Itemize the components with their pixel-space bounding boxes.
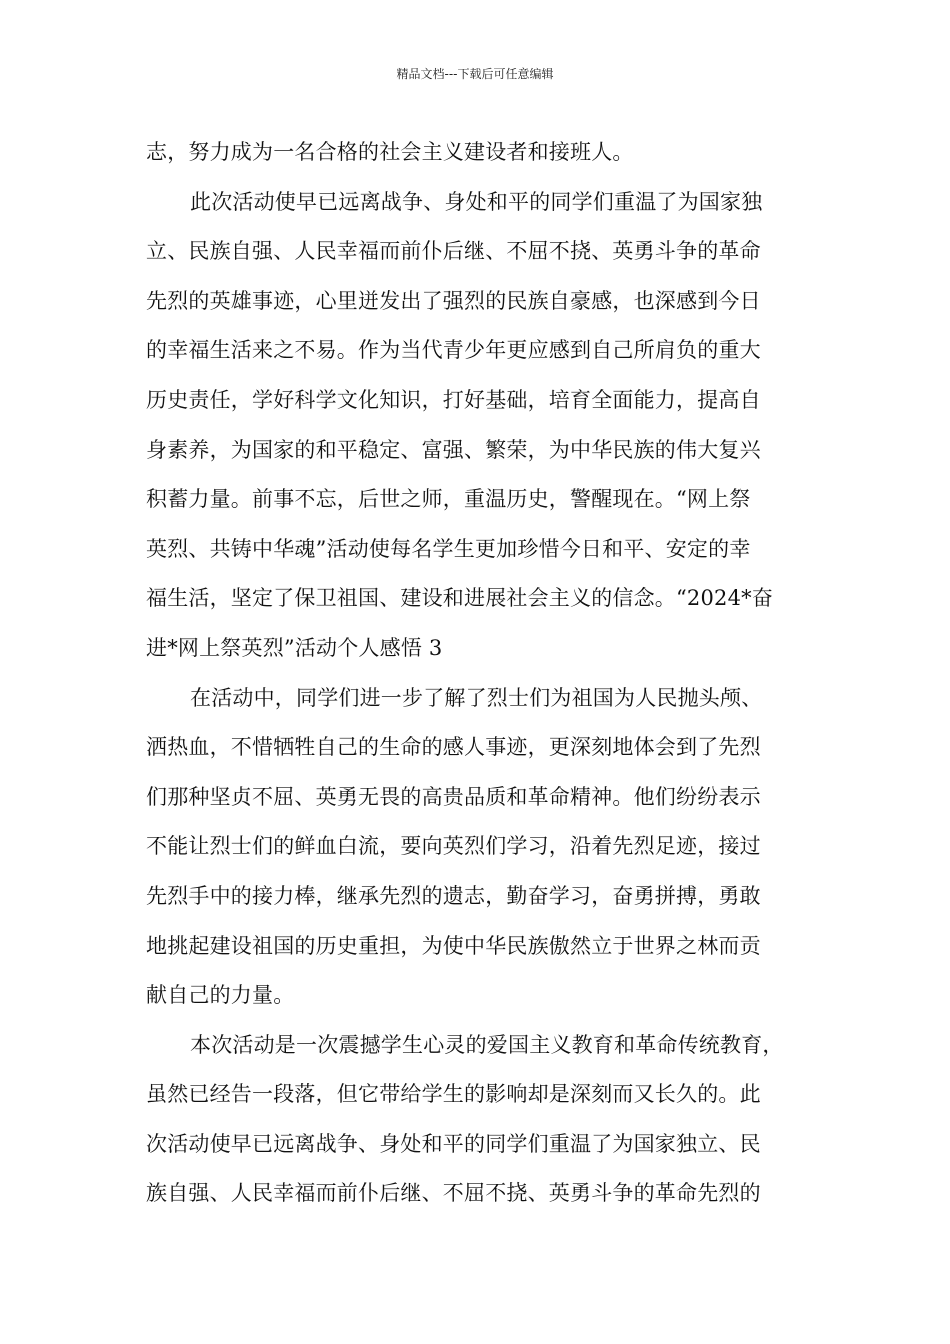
paragraph-start-line: 本次活动是一次震撼学生心灵的爱国主义教育和革命传统教育， [190, 1032, 784, 1057]
text-line: 们那种坚贞不屈、英勇无畏的高贵品质和革命精神。他们纷纷表示 [146, 784, 761, 809]
paragraph-start-line: 此次活动使早已远离战争、身处和平的同学们重温了为国家独 [190, 189, 763, 214]
document-body [146, 128, 810, 1219]
text-line: 不能让烈士们的鲜血白流，要向英烈们学习，沿着先烈足迹，接过 [146, 834, 761, 859]
text-line: 立、民族自强、人民幸福而前仆后继、不屈不挠、英勇斗争的革命 [146, 239, 761, 264]
paragraph-start-line: 在活动中，同学们进一步了解了烈士们为祖国为人民抛头颅、 [190, 685, 763, 710]
text-line: 次活动使早已远离战争、身处和平的同学们重温了为国家独立、民 [146, 1131, 761, 1156]
text-line: 族自强、人民幸福而前仆后继、不屈不挠、英勇斗争的革命先烈的 [146, 1181, 761, 1206]
text-line: 地挑起建设祖国的历史重担，为使中华民族傲然立于世界之林而贡 [146, 933, 761, 958]
text-line: 志，努力成为一名合格的社会主义建设者和接班人。 [146, 140, 634, 164]
text-line: 的幸福生活来之不易。作为当代青少年更应感到自己所肩负的重大 [146, 338, 761, 363]
text-line: 身素养，为国家的和平稳定、富强、繁荣，为中华民族的伟大复兴 [146, 437, 761, 462]
text-line: 福生活，坚定了保卫祖国、建设和进展社会主义的信念。“2024*奋 [146, 586, 774, 611]
text-line: 虽然已经告一段落，但它带给学生的影响却是深刻而又长久的。此 [146, 1082, 761, 1107]
text-line: 先烈的英雄事迹，心里迸发出了强烈的民族自豪感，也深感到今日 [146, 288, 761, 313]
text-line: 英烈、共铸中华魂”活动使每名学生更加珍惜今日和平、安定的幸 [146, 536, 751, 561]
text-line: 洒热血，不惜牺牲自己的生命的感人事迹，更深刻地体会到了先烈 [146, 735, 761, 760]
text-line: 先烈手中的接力棒，继承先烈的遗志，勤奋学习，奋勇拼搏，勇敢 [146, 883, 761, 908]
text-line: 献自己的力量。 [146, 983, 295, 1008]
text-line: 历史责任，学好科学文化知识，打好基础，培育全面能力，提高自 [146, 387, 761, 412]
page-header: 精品文档---下载后可任意编辑 [396, 67, 554, 81]
text-line: 积蓄力量。前事不忘，后世之师，重温历史，警醒现在。“网上祭 [146, 487, 751, 512]
text-line: 进*网上祭英烈”活动个人感悟 3 [146, 635, 443, 660]
